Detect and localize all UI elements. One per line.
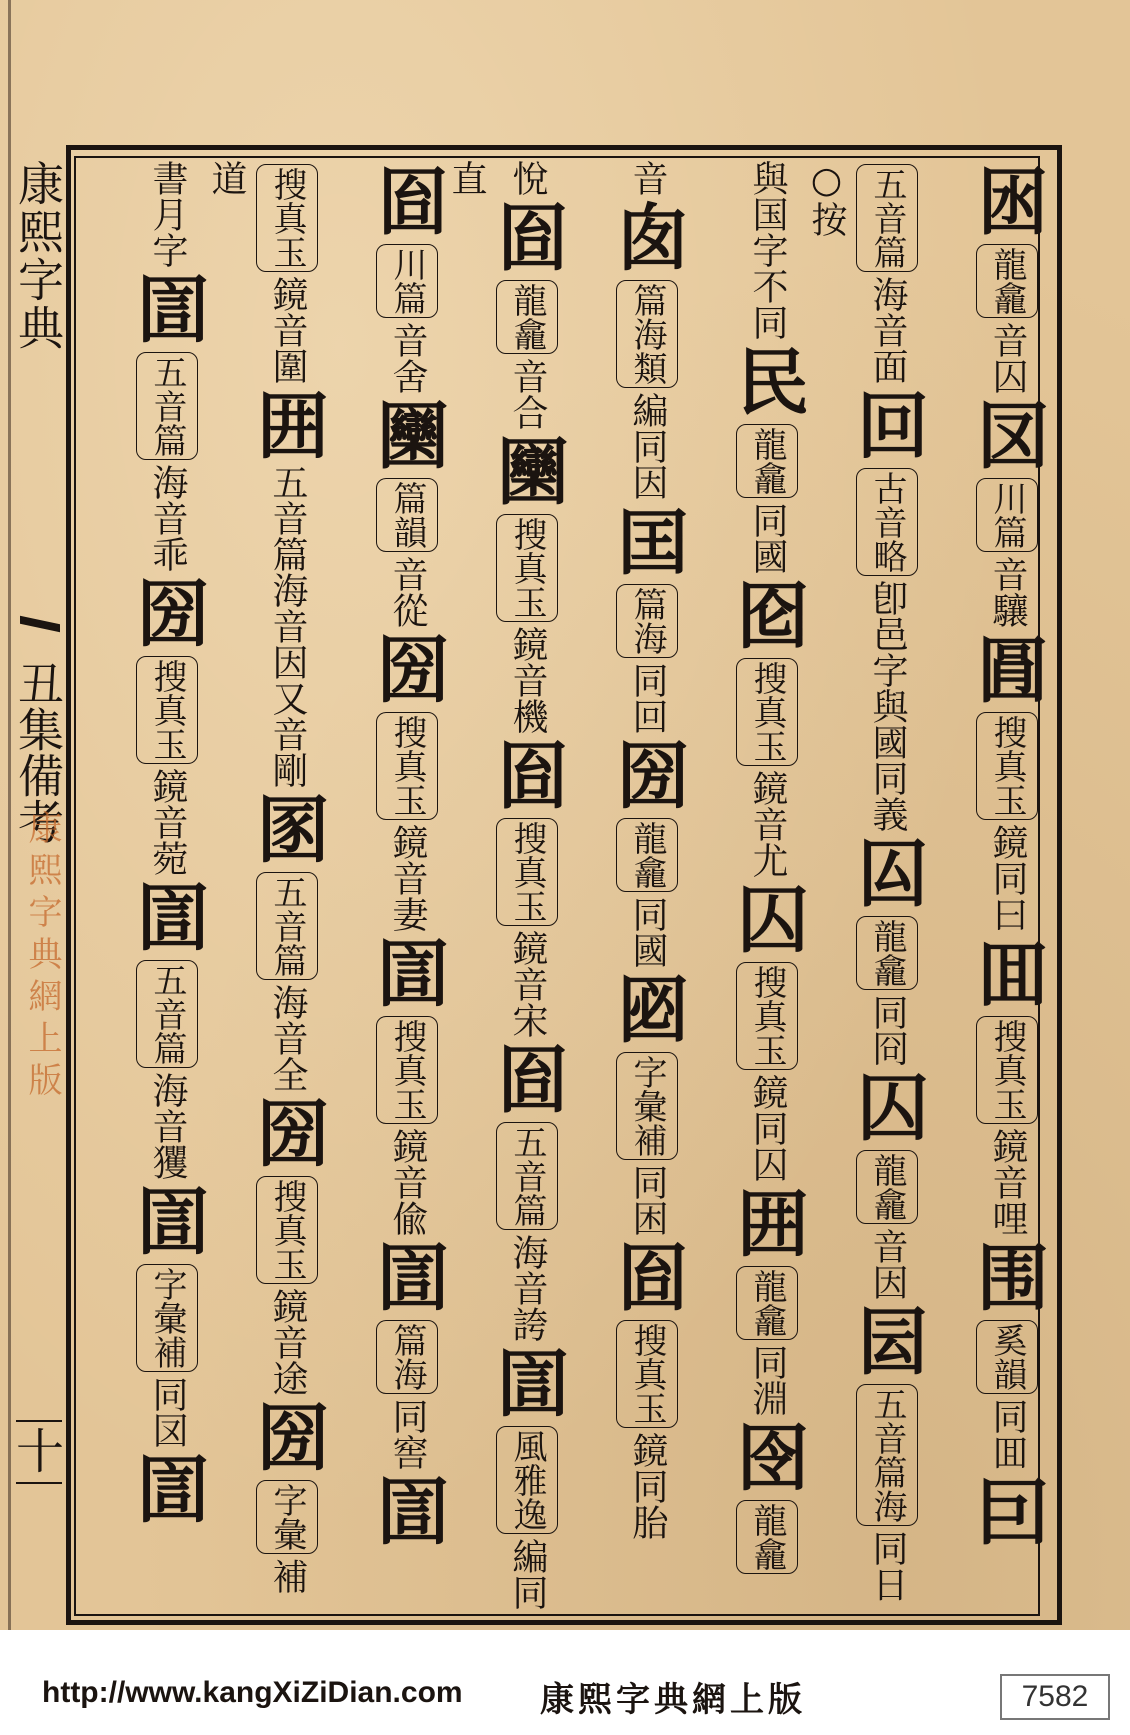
gloss-text: 鏡音圍 [267,276,308,384]
book-title: 康熙字典 [11,160,65,352]
gloss-text: 音因 [867,1228,908,1300]
headword: 囱 [605,200,690,272]
gloss-text: 音合 [507,358,548,430]
gloss-text: 海音乖 [147,464,188,572]
headword: 囲 [245,388,330,460]
headword: 囼 [485,1042,570,1114]
gloss-text: 鏡音途 [267,1288,308,1396]
gloss-text: 鏡音偸 [387,1128,428,1236]
gloss-text: 編同直 [446,160,548,1610]
text-column-3 [678,160,810,1610]
source-citation: 搜真玉 [376,712,438,820]
headword: 囲 [725,1186,810,1258]
headword: 囚 [725,882,810,954]
headword: 囼 [485,738,570,810]
gloss-text: 同㘝 [147,1376,188,1448]
headword: 圂 [245,792,330,864]
gloss-text: 鏡音尤 [747,770,788,878]
gloss-text: 音驤 [987,556,1028,628]
text-columns [76,160,1050,1610]
source-citation: 古音略 [856,468,918,576]
gloss-text: 書月 [147,160,188,232]
source-citation: 搜真玉 [976,712,1038,820]
text-column-6 [318,160,450,1610]
source-citation: 搜真玉 [496,514,558,622]
headword: 圀 [365,632,450,704]
headword: 囜 [845,836,930,908]
text-column-2 [798,160,930,1610]
text-column-4 [558,160,690,1610]
source-citation: 五音篇 [496,1122,558,1230]
gloss-text: 字與國同義 [867,652,908,832]
headword: 圀 [125,576,210,648]
gloss-text: 同日 [867,1530,908,1602]
headword: 囼 [365,164,450,236]
source-citation: 龍龕 [856,1150,918,1224]
headword: 圁 [365,1240,450,1312]
gloss-text: 悅 [507,160,548,196]
source-citation: 風雅逸 [496,1426,558,1534]
source-citation: 川篇 [376,244,438,318]
source-citation: 篇海 [616,584,678,658]
headword: 围 [965,1240,1050,1312]
headword: 囵 [725,578,810,650]
gloss-text: 編同因 [627,392,668,500]
watermark-text: 康熙字典網上版 [22,810,62,1104]
headword: 㘝 [965,398,1050,470]
gloss-text: 不同 [747,268,788,340]
site-name: 康熙字典網上版 [540,1680,806,1720]
gloss-text: 字 [147,232,188,268]
gloss-text: 鏡同胎 [627,1432,668,1540]
gloss-text: 鏡音哩 [987,1128,1028,1236]
source-citation: 五音篇海 [856,1384,918,1526]
headword: 圞 [485,434,570,506]
source-citation: 川篇 [976,478,1038,552]
source-citation: 搜真玉 [256,1176,318,1284]
headword: 圀 [245,1096,330,1168]
section-title: 丑集備考 [11,660,65,844]
gloss-text: 同國 [627,896,668,968]
source-citation: 搜真玉 [616,1320,678,1428]
source-citation: 五音篇 [136,352,198,460]
gloss-text: 鏡音宋 [507,930,548,1038]
headword: 囼 [605,1240,690,1312]
headword: 囯 [605,504,690,576]
gloss-text: 鏡音機 [507,626,548,734]
headword: 圁 [365,936,450,1008]
headword: 囚 [845,1070,930,1142]
gloss-text: 鏡同囚 [747,1074,788,1182]
page-number: 十 [16,1420,62,1484]
source-citation: 搜真玉 [976,1016,1038,1124]
source-citation: 搜真玉 [496,818,558,926]
source-citation: 篇海類 [616,280,678,388]
source-citation: 篇韻 [376,478,438,552]
source-citation: 五音篇 [136,960,198,1068]
headword: 民 [725,344,810,416]
gloss-text: 同窖 [387,1398,428,1470]
headword: 囦 [965,164,1050,236]
headword: 圁 [485,1346,570,1418]
site-url-link[interactable]: http://www.kangXiZiDian.com [42,1676,463,1709]
source-citation: 五音篇 [256,872,318,980]
headword: 圁 [125,880,210,952]
headword: 圁 [365,1474,450,1546]
gloss-text: 鏡音妻 [387,824,428,932]
gloss-text: 五音篇海音 [267,464,308,644]
gloss-text: 音從 [387,556,428,628]
headword: 圁 [125,1452,210,1524]
gloss-text: 海音全 [267,984,308,1092]
source-citation: 篇海 [376,1320,438,1394]
headword: 㘠 [605,972,690,1044]
source-citation: 字彙補 [136,1264,198,1372]
source-citation: 搜真玉 [736,658,798,766]
source-citation: 五音篇 [856,164,918,272]
text-column-5 [438,160,570,1610]
headword: 㘣 [965,632,1050,704]
source-citation: 字彙 [256,1480,318,1554]
image-number-box: 7582 [1000,1674,1110,1720]
gloss-text: 鏡同曰 [987,824,1028,932]
headword: 圁 [125,1184,210,1256]
headword: 囼 [485,200,570,272]
source-citation: 龍龕 [736,1266,798,1340]
headword: 囩 [845,1304,930,1376]
source-citation: 搜真玉 [256,164,318,272]
fish-tail-mark [14,620,64,642]
headword: 圀 [605,738,690,810]
text-column-8 [78,160,210,1610]
source-citation: 字彙補 [616,1052,678,1160]
text-column-7 [198,160,330,1610]
source-citation: 搜真玉 [736,962,798,1070]
source-citation: 奚韻 [976,1320,1038,1394]
gloss-text: 海音誇 [507,1234,548,1342]
gloss-text: 補道 [206,160,308,1594]
source-citation: 龍龕 [736,1500,798,1574]
source-citation: 龍龕 [616,818,678,892]
gloss-text: 卽邑 [867,580,908,652]
gloss-text: 海音面 [867,276,908,384]
gloss-text: 同淵 [747,1344,788,1416]
gloss-text: 音囚 [987,322,1028,394]
gloss-text: 同回 [627,662,668,734]
gloss-text: 同囬 [987,1398,1028,1470]
footer-bar [0,1630,1130,1735]
headword: 囙 [965,1474,1050,1546]
gloss-text: 與国字 [747,160,788,268]
text-column-1 [918,160,1050,1610]
gloss-text: ○按 [806,160,847,237]
source-citation: 搜真玉 [136,656,198,764]
gloss-text: 音 [627,160,668,196]
source-citation: 龍龕 [736,424,798,498]
source-citation: 龍龕 [856,916,918,990]
gloss-text: 因又音剛 [267,644,308,788]
headword: 囬 [965,936,1050,1008]
gloss-text: 同困 [627,1164,668,1236]
gloss-text: 同國 [747,502,788,574]
gloss-text: 音舍 [387,322,428,394]
source-citation: 龍龕 [976,244,1038,318]
headword: 圁 [125,272,210,344]
headword: 囹 [725,1420,810,1492]
headword: 回 [845,388,930,460]
source-citation: 龍龕 [496,280,558,354]
gloss-text: 同冏 [867,994,908,1066]
source-citation: 搜真玉 [376,1016,438,1124]
left-margin [10,150,66,1630]
headword: 圀 [245,1400,330,1472]
headword: 圞 [365,398,450,470]
gloss-text: 海音玃 [147,1072,188,1180]
gloss-text: 鏡音菀 [147,768,188,876]
